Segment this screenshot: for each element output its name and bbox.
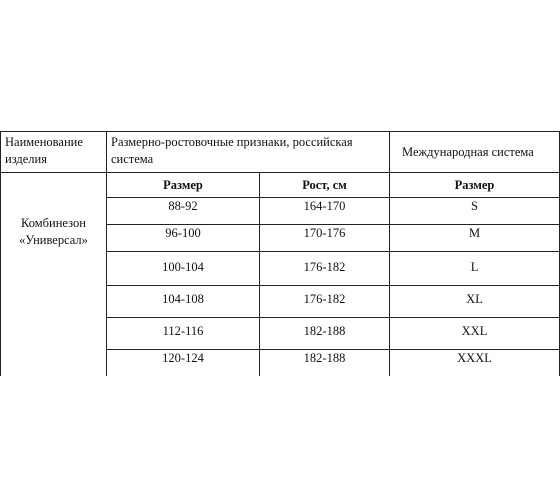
intl-size-cell: XXL [390, 318, 560, 350]
height-cell: 182-188 [260, 350, 390, 377]
header-russian-system [107, 132, 390, 173]
height-cell: 176-182 [260, 286, 390, 318]
subheader-height: Рост, см [260, 173, 390, 198]
height-cell: 182-188 [260, 318, 390, 350]
header-product-name-line2: изделия [5, 152, 47, 166]
height-cell: 176-182 [260, 252, 390, 286]
subheader-size: Размер [107, 173, 260, 198]
header-row [1, 132, 560, 173]
subheader-row [1, 173, 560, 198]
header-product-name [1, 132, 107, 173]
size-chart-table [0, 131, 560, 376]
header-russian-system-line2: система [111, 152, 154, 166]
intl-size-cell: L [390, 252, 560, 286]
size-cell: 120-124 [107, 350, 260, 377]
product-name-line2: «Универсал» [19, 233, 88, 247]
height-cell: 164-170 [260, 198, 390, 225]
size-cell: 112-116 [107, 318, 260, 350]
header-russian-system-line1: Размерно-ростовочные признаки, российская [111, 135, 353, 149]
size-cell: 100-104 [107, 252, 260, 286]
size-cell: 104-108 [107, 286, 260, 318]
header-product-name-line1: Наименование [5, 135, 83, 149]
product-name-cell [1, 173, 107, 377]
size-cell: 88-92 [107, 198, 260, 225]
header-international-system: Международная система [390, 132, 560, 173]
intl-size-cell: M [390, 225, 560, 252]
subheader-intl-size: Размер [390, 173, 560, 198]
intl-size-cell: XXXL [390, 350, 560, 377]
intl-size-cell: XL [390, 286, 560, 318]
height-cell: 170-176 [260, 225, 390, 252]
size-cell: 96-100 [107, 225, 260, 252]
intl-size-cell: S [390, 198, 560, 225]
product-name-line1: Комбинезон [21, 216, 86, 230]
